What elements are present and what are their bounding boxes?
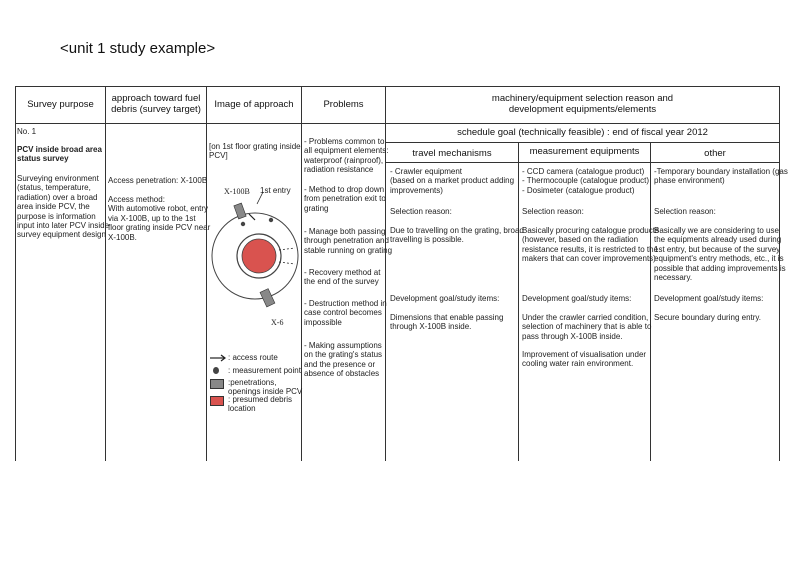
- penetration-x100b: [234, 203, 246, 219]
- problem-item: - Destruction method in case control becomes impossible: [304, 299, 387, 327]
- measurement-dev-label: Development goal/study items:: [522, 294, 632, 303]
- other-selection-label: Selection reason:: [654, 207, 716, 216]
- measurement-dev-text-2: Improvement of visualisation under cooling water rain environment.: [522, 350, 647, 369]
- access-method: Access method: With automotive robot, entry via X-100B, up to the 1st floor grating inside PCV near X-100B.: [108, 195, 211, 242]
- penetration-x6: [260, 289, 275, 307]
- study-purpose-text: Surveying environment (status, temperature, radiation) over a broad area inside PCV, the purpose is information input into later PCV inside survey equipment design: [17, 174, 110, 240]
- problem-item: - Making assumptions on the grating's status and the presence or absence of obstacles: [304, 341, 383, 379]
- problem-item: - Manage both passing through penetration and stable running on grating: [304, 227, 393, 255]
- diagram-caption: [on 1st floor grating inside PCV]: [209, 142, 301, 161]
- travel-dev-text: Dimensions that enable passing through X-100B inside.: [390, 313, 504, 332]
- schedule-bottom-border: [385, 142, 779, 143]
- header-bottom-border: [15, 123, 779, 124]
- x6-line-1: [279, 248, 295, 250]
- header-image: Image of approach: [214, 99, 294, 110]
- travel-selection-label: Selection reason:: [390, 207, 452, 216]
- study-number: No. 1: [17, 127, 37, 136]
- study-heading: PCV inside broad area status survey: [17, 145, 102, 164]
- problem-item: - Method to drop down from penetration exit to grating: [304, 185, 386, 213]
- legend-route-text: : access route: [228, 353, 278, 362]
- other-dev-label: Development goal/study items:: [654, 294, 764, 303]
- col-divider-6: [650, 142, 651, 461]
- legend-debris-icon: [210, 396, 224, 406]
- measurement-dev-text: Under the crawler carried condition, selection of machinery that is able to pass through X-100B inside.: [522, 313, 652, 341]
- other-dev-text: Secure boundary during entry.: [654, 313, 762, 322]
- other-selection-text: Basically we are considering to use the equipments already used during 1st entry, but because of the survey equipment's entry methods, etc., it is possible that adding improvements is necessary.: [654, 226, 786, 283]
- legend-debris-text: : presumed debris location: [228, 395, 293, 413]
- header-machinery: machinery/equipment selection reason and development equipments/elements: [491, 93, 674, 115]
- page-title: <unit 1 study example>: [60, 40, 216, 57]
- x6-line-2: [279, 262, 295, 264]
- access-penetration: Access penetration: X-100B: [108, 176, 208, 185]
- header-survey-purpose: Survey purpose: [27, 99, 94, 110]
- label-x6: X-6: [271, 318, 284, 327]
- table-top-border: [15, 86, 779, 87]
- schedule-goal: schedule goal (technically feasible) : end of fiscal year 2012: [457, 127, 708, 138]
- label-1st-entry: 1st entry: [260, 186, 291, 195]
- legend-point-icon: [213, 367, 219, 374]
- other-equipment: -Temporary boundary installation (gas phase environment): [654, 167, 788, 186]
- debris-location: [242, 239, 276, 273]
- subheader-travel: travel mechanisms: [412, 148, 492, 159]
- problem-item: - Recovery method at the end of the survey: [304, 268, 381, 287]
- measurement-selection-label: Selection reason:: [522, 207, 584, 216]
- subheader-bottom-border: [385, 162, 779, 163]
- measurement-point-2: [269, 218, 273, 222]
- approach-diagram: [207, 180, 302, 330]
- legend-penetration-text: :penetrations, openings inside PCV: [228, 378, 303, 396]
- travel-equipment: - Crawler equipment (based on a market product adding improvements): [390, 167, 515, 195]
- header-approach: approach toward fuel debris (survey target): [111, 93, 201, 115]
- subheader-other: other: [704, 148, 726, 159]
- travel-dev-label: Development goal/study items:: [390, 294, 500, 303]
- measurement-point-1: [241, 222, 245, 226]
- access-route-arrow: [249, 214, 255, 220]
- col-divider-5: [518, 142, 519, 461]
- table-left-border: [15, 86, 16, 461]
- legend-penetration-icon: [210, 379, 224, 389]
- header-problems: Problems: [323, 99, 364, 110]
- label-x100b: X-100B: [224, 187, 250, 196]
- measurement-selection-text: Basically procuring catalogue products (however, based on the radiation resistance results, it is restricted to the makers that can cover improvements): [522, 226, 659, 264]
- subheader-measurement: measurement equipments: [529, 146, 640, 157]
- col-divider-1: [105, 86, 106, 461]
- legend-point-text: : measurement point: [228, 366, 301, 375]
- travel-selection-text: Due to travelling on the grating, broad travelling is possible.: [390, 226, 524, 245]
- measurement-equipment: - CCD camera (catalogue product) - Thermocouple (catalogue product) - Dosimeter (catalogue product): [522, 167, 650, 195]
- problem-item: - Problems common to all equipment elements: waterproof (rainproof), radiation resistance: [304, 137, 389, 175]
- legend-route-icon: [209, 354, 227, 362]
